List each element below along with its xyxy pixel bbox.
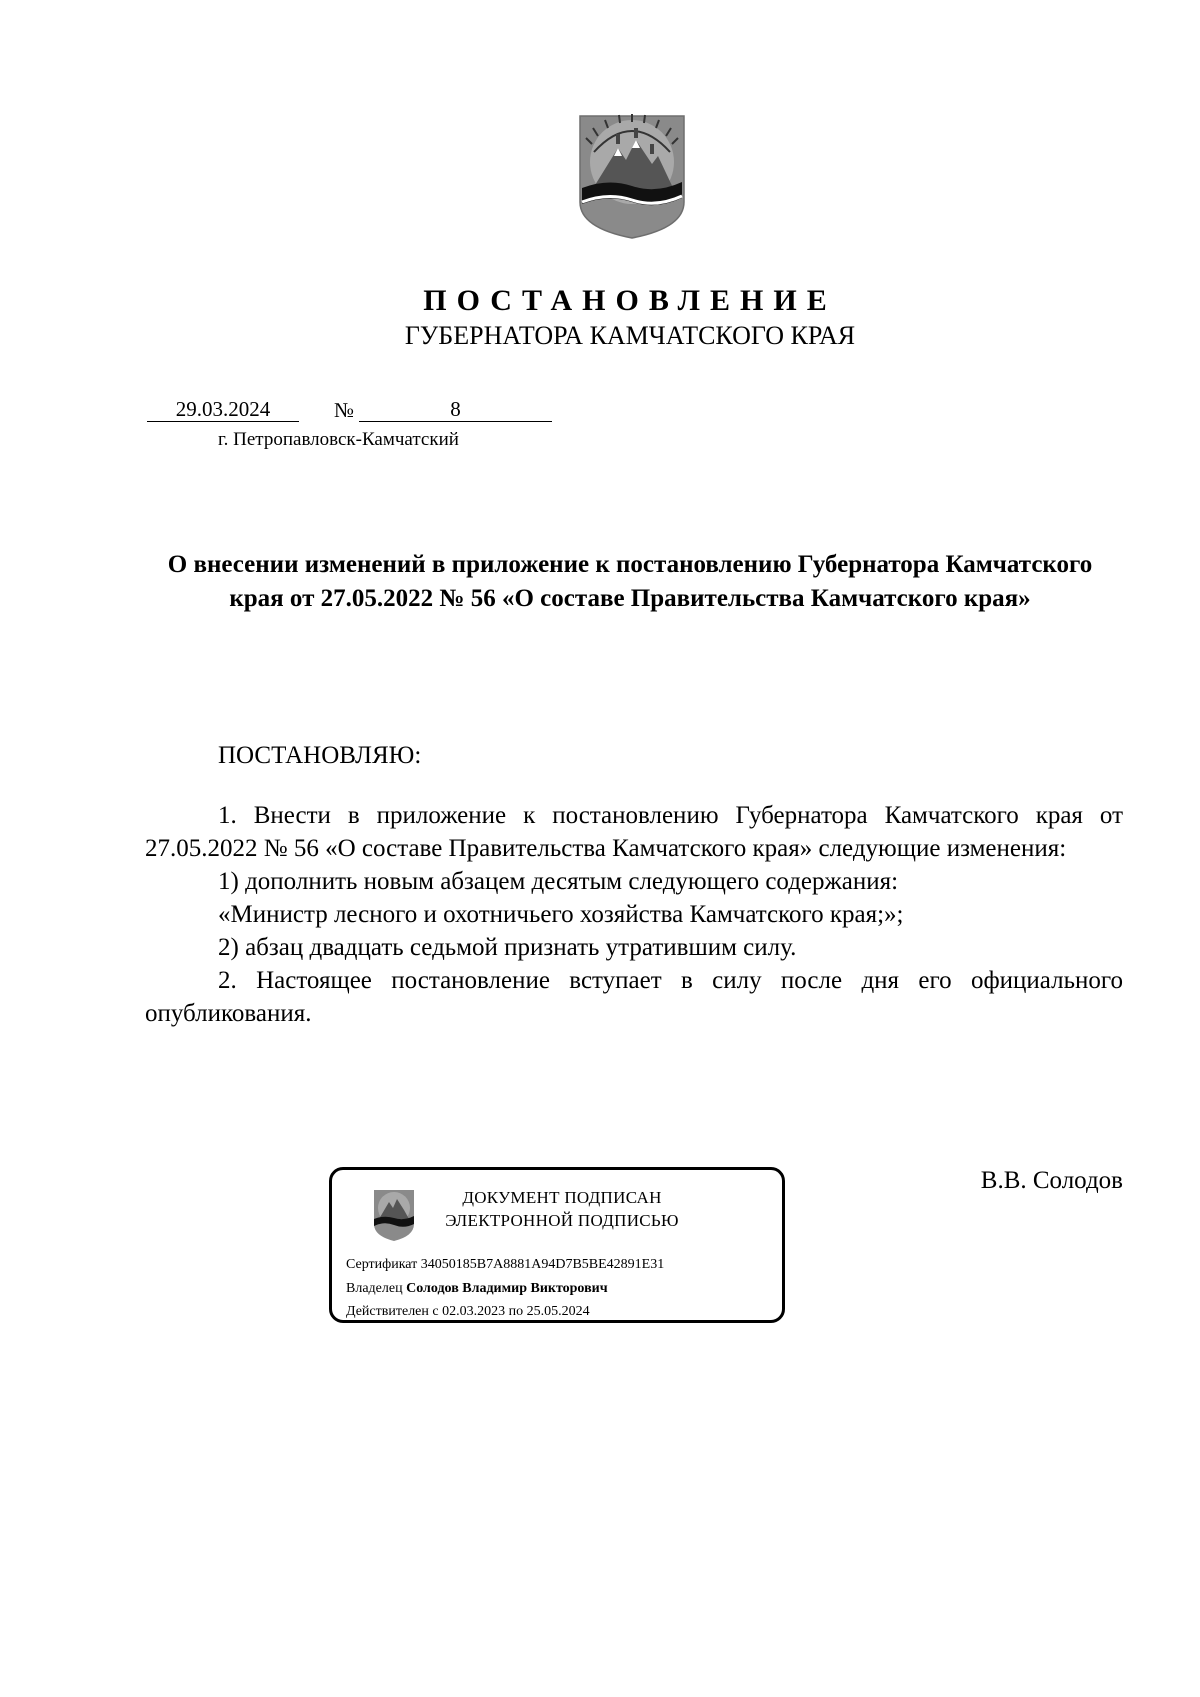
signatory-name: В.В. Солодов — [980, 1167, 1123, 1194]
paragraph: «Министр лесного и охотничьего хозяйства Камчатского края;»; — [218, 901, 904, 928]
stamp-certificate: Сертификат 34050185B7A8881A94D7B5BE42891E31 — [346, 1257, 665, 1272]
document-date: 29.03.2024 — [147, 397, 299, 422]
paragraph: 1) дополнить новым абзацем десятым следующего содержания: — [218, 868, 899, 895]
resolve-heading: ПОСТАНОВЛЯЮ: — [218, 742, 422, 769]
document-body — [145, 799, 1123, 1030]
stamp-owner: Владелец Солодов Владимир Викторович — [346, 1281, 608, 1296]
paragraph: 1. Внести в приложение к постановлению Губернатора Камчатского края от 27.05.2022 № 56 «О составе Правительства Камчатского края» следующие изменения: — [145, 802, 1123, 862]
electronic-signature-stamp — [329, 1167, 785, 1323]
document-title: О внесении изменений в приложение к постановлению Губернатора Камчатского края от 27.05.2022 № 56 «О составе Правительства Камчатского края» — [167, 551, 1093, 612]
paragraph: 2. Настоящее постановление вступает в силу после дня его официального опубликования. — [145, 967, 1123, 1027]
stamp-validity: Действителен с 02.03.2023 по 25.05.2024 — [346, 1304, 590, 1319]
paragraph: 2) абзац двадцать седьмой признать утратившим силу. — [218, 934, 797, 961]
page-subtitle: ГУБЕРНАТОРА КАМЧАТСКОГО КРАЯ — [404, 321, 856, 350]
page-title: ПОСТАНОВЛЕНИЕ — [423, 284, 837, 317]
stamp-emblem-icon — [372, 1188, 416, 1242]
stamp-heading: ДОКУМЕНТ ПОДПИСАН ЭЛЕКТРОННОЙ ПОДПИСЬЮ — [445, 1188, 679, 1230]
kamchatka-coat-of-arms-icon — [578, 114, 686, 240]
number-sign: № — [334, 398, 355, 422]
date-number-line — [147, 398, 552, 422]
city: г. Петропавловск-Камчатский — [218, 429, 459, 450]
document-number: 8 — [359, 397, 552, 422]
